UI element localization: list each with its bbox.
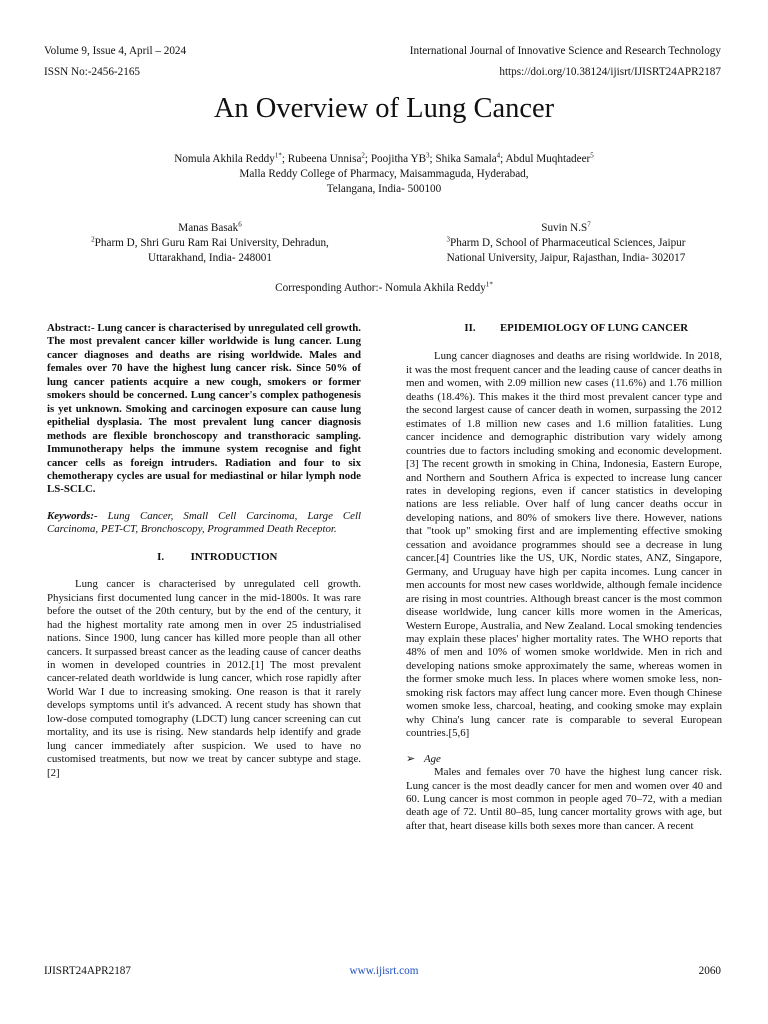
- abstract-text: Lung cancer is characterised by unregulated cell growth. The most prevalent cancer killer worldwide is lung cancer. Lung cancer diagnoses and deaths are rising worldwide. Males and females over 70 have the highest lung cancer risk. Since 50% of lung cancer patients acquire a new cough, smokers or former smokers should be concerned. Lung cancer's complex pathogenesis is yet unknown. Smoking and carcinogen exposure can cause lung epithelial dysplasia. The most prevalent lung cancer diagnosis methods are flexible bronchoscopy and transthoracic sampling. Immunotherapy helps the immune system recognise and fight cancer cells as foreign intruders. Radiation and four to six chemotherapy cycles are usual for mediastinal or hilar lymph node LS-SCLC.: [47, 322, 361, 496]
- author-separator: ;: [364, 153, 371, 165]
- footer-paper-id: IJISRT24APR2187: [44, 965, 131, 977]
- college-line: Malla Reddy College of Pharmacy, Maisammaguda, Hyderabad,: [239, 168, 529, 180]
- author-separator: ;: [429, 153, 436, 165]
- section-number: I.: [157, 550, 165, 563]
- affiliation-line: [60, 236, 360, 251]
- journal-name: International Journal of Innovative Science and Research Technology: [409, 45, 721, 57]
- keywords-text: Lung Cancer, Small Cell Carcinoma, Large Cell Carcinoma, PET-CT, Bronchoscopy, Programmed Death Receptor.: [47, 509, 361, 536]
- affiliation-line: Uttarakhand, India- 248001: [148, 252, 272, 265]
- affiliation-author: Manas Basak: [178, 222, 239, 234]
- affiliation-text: Pharm D, School of Pharmaceutical Sciences, Jaipur: [450, 237, 686, 250]
- affiliation-text: Pharm D, Shri Guru Ram Rai University, Dehradun,: [94, 237, 329, 250]
- author-list: [0, 152, 768, 167]
- introduction-paragraph: Lung cancer is characterised by unregulated cell growth. Physicians first documented lung cancer in the mid-1800s. It was rare before the outset of the 20th century, but by the end of the century, it had the highest mortality rate among men in over 25 industrialised nations. Since 1900, lung cancer has killed more people than all other cancers. It surpassed breast cancer as the leading cause of cancer deaths in women in developed countries in 2012.[1] The most prevalent cancer-related death worldwide is lung cancer, which rose rapidly after World War I due to increasing smoking. One reason is that it rarely develops symptoms until it's advanced. A recent study has shown that low-dose computed tomography (LDCT) lung cancer screening can cut mortality, and its use is rising. New standards help identify and grade lung cancer immediately after suspicion. We used to have no customised treatments, but now we treat by cancer subtype and stage. [2]: [47, 578, 361, 779]
- age-subheading: [406, 753, 722, 766]
- section-number: II.: [464, 322, 476, 334]
- affiliation-name: [413, 221, 719, 236]
- author-name: Rubeena Unnisa: [287, 153, 362, 165]
- affiliation-sup: 2: [91, 235, 95, 244]
- doi-link[interactable]: https://doi.org/10.38124/ijisrt/IJISRT24APR2187: [499, 66, 721, 78]
- abstract-label: Abstract:-: [47, 322, 95, 334]
- age-paragraph: Males and females over 70 have the highest lung cancer risk. Lung cancer is the most deadly cancer for men and women over 40 and 60. Lung cancer is most common in people aged 70–72, with a median death age of 72. Until 80–85, lung cancer mortality grows with age, but after that, heart disease kills both sexes more than cancer. A recent: [406, 766, 722, 832]
- affiliation-name: [60, 221, 360, 236]
- page-number: 2060: [698, 965, 721, 977]
- section-heading-introduction: [47, 551, 361, 564]
- author-name: Nomula Akhila Reddy: [174, 153, 275, 165]
- corresponding-author: [0, 281, 768, 296]
- author-sup: 2: [361, 151, 365, 160]
- keywords: [47, 510, 361, 537]
- author-sup: 4: [496, 151, 501, 160]
- affiliation-line: National University, Jaipur, Rajasthan, India- 302017: [446, 252, 686, 265]
- author-sup: 5: [590, 151, 594, 160]
- epidemiology-paragraph: Lung cancer diagnoses and deaths are rising worldwide. In 2018, it was the most frequent cancer and the leading cause of cancer deaths in men and women, with 2.09 million new cases (11.6%) and 1.76 million deaths (18.4%). This makes it the third most prevalent cancer type and the second largest cause of cancer death in women, surpassing the 2012 estimates of 1.8 million new cases and 1.6 million fatalities. Lung cancer incidence and demographic distribution vary widely among countries due to factors including smoking and economic development.[3] The recent growth in smoking in China, Indonesia, Eastern Europe, and Northern and Southern Africa is expected to increase lung cancer rates in developing regions, even if cancer statistics in developing nations are less reliable. Over half of lung cancer deaths occur in developing nations, and 80% of smokers live there. However, nations that "took up" smoking first and are implementing effective smoking cessation and avoidance programmes should see a decrease in lung cancer.[4] Countries like the US, UK, Nordic states, ANZ, Singapore, Germany, and Uruguay have high per capita incomes. Lung cancer in men accounts for most new cases worldwide, although female incidence are rising in most countries. Although breast cancer is the most common disease worldwide, lung cancer kills more women in the Americas, Western Europe, Australia, and New Zealand. Local smoking tendencies may explain these places' higher mortality rates. The WHO reports that 48% of men and 10% of women smoke worldwide. Men in rich and developing nations smoke approximately the same, whereas women in the former smoke much less. In places where women smoke less, non-smoking risk factors may affect lung cancer more. Even though Chinese women smoke less, charcoal, heating, and cooking smoke may explain why China's lung cancer rate is comparable to several European countries.[5,6]: [406, 350, 722, 740]
- abstract: [47, 322, 361, 497]
- section-title: INTRODUCTION: [190, 550, 278, 563]
- right-column: [406, 322, 722, 833]
- paper-title: An Overview of Lung Cancer: [213, 93, 555, 124]
- section-title: EPIDEMIOLOGY OF LUNG CANCER: [499, 322, 689, 334]
- affiliation-left: [60, 221, 360, 267]
- keywords-label: Keywords:-: [47, 509, 98, 522]
- author-sup: 3: [426, 151, 430, 160]
- author-sup: 6: [238, 220, 242, 229]
- corresponding-text: Corresponding Author:- Nomula Akhila Reddy: [275, 282, 486, 294]
- affiliation-line: [413, 236, 719, 251]
- author-sup: 1*: [274, 151, 282, 160]
- location-line: Telangana, India- 500100: [326, 183, 442, 195]
- volume-info: Volume 9, Issue 4, April – 2024: [44, 45, 187, 57]
- affiliation-sup: 3: [446, 235, 450, 244]
- author-separator: ;: [281, 153, 288, 165]
- author-name: Shika Samala: [435, 153, 497, 165]
- section-heading-epidemiology: [406, 322, 722, 335]
- issn: ISSN No:-2456-2165: [44, 66, 141, 78]
- author-name: Abdul Muqhtadeer: [505, 153, 591, 165]
- footer-website-link[interactable]: www.ijisrt.com: [349, 965, 419, 977]
- corresponding-sup: 1*: [485, 280, 493, 289]
- bullet-arrow-icon: ➢: [406, 752, 416, 765]
- age-label: Age: [424, 752, 441, 765]
- left-column: [47, 322, 361, 780]
- author-name: Poojitha YB: [370, 153, 427, 165]
- affiliation-right: [413, 221, 719, 267]
- author-sup: 7: [587, 220, 591, 229]
- affiliation-author: Suvin N.S: [541, 222, 588, 234]
- author-separator: ;: [500, 153, 506, 165]
